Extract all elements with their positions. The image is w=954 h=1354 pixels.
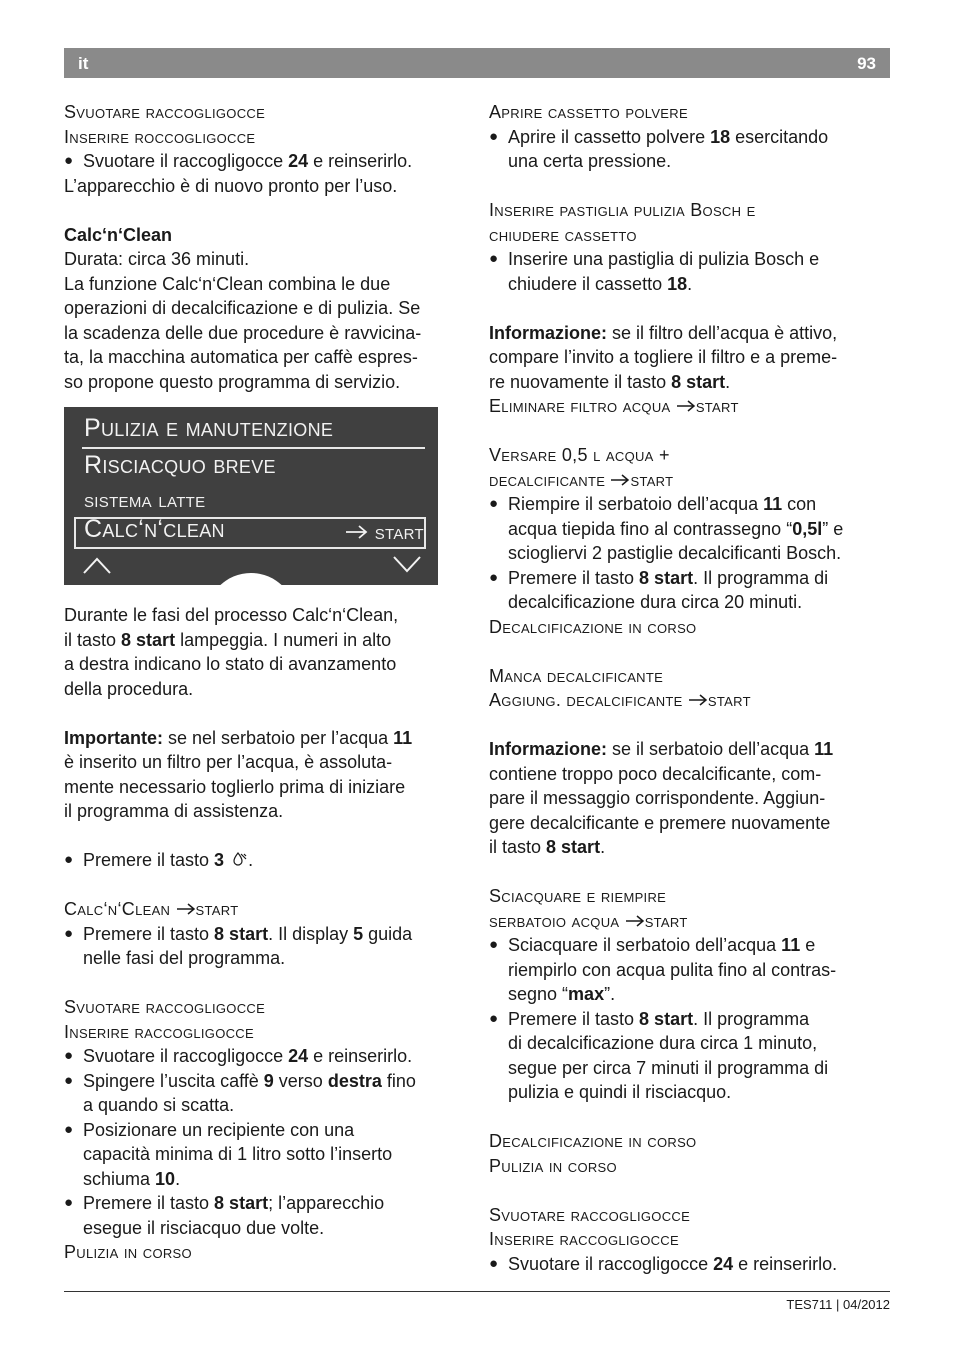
list-item: ● Svuotare il raccogligocce 24 e reinserirlo. (64, 149, 464, 174)
info-note: Informazione: se il filtro dell’acqua è attivo, (489, 322, 838, 343)
heading-svuotare: Svuotare raccogligocce (64, 997, 266, 1017)
paragraph-line: della procedura. (64, 678, 194, 699)
chevron-down-icon (392, 555, 422, 575)
arrow-right-icon (610, 473, 630, 487)
heading-inserire: Inserire raccogligocce (489, 1229, 679, 1249)
footer-model: TES711 | 04/2012 (786, 1297, 890, 1312)
paragraph: L’apparecchio è di nuovo pronto per l’uso. (64, 175, 398, 196)
heading-aggiung: Aggiung. decalcificante start (489, 690, 751, 710)
section-title-calc: Calc‘n‘Clean (64, 224, 173, 245)
paragraph-line: mente necessario toglierlo prima di iniziare (64, 776, 406, 797)
heading-aprire: Aprire cassetto polvere (489, 102, 688, 122)
heading-pulizia: Pulizia in corso (64, 1242, 192, 1262)
paragraph-line: operazioni di decalcificazione e di pulizia. Se (64, 298, 421, 318)
descale-drop-icon (232, 851, 248, 867)
footer-divider (64, 1291, 890, 1292)
heading-svuotare: Svuotare raccogligocce (64, 102, 266, 122)
info-note: Informazione: se il serbatoio dell’acqua 11 (489, 739, 834, 759)
list-item: ● Riempire il serbatoio dell’acqua 11 con acqua tiepida fino al contrassegno “0,5l” e sciogliervi 2 pastiglie decalcificanti Bosch. (489, 492, 889, 566)
paragraph-line: la scadenza delle due procedure è ravvicina- (64, 322, 422, 343)
machine-display (64, 407, 438, 585)
arrow-right-icon (345, 524, 369, 540)
heading-decalcificazione: Decalcificazione in corso (489, 616, 697, 637)
heading-eliminare-filtro: Eliminare filtro acqua start (489, 396, 739, 416)
paragraph-line: Durata: circa 36 minuti. (64, 249, 250, 269)
list-item: ● Aprire il cassetto polvere 18 esercitando una certa pressione. (489, 125, 889, 174)
arrow-right-icon (688, 693, 708, 707)
chevron-up-icon (82, 555, 112, 575)
list-item: ● Inserire una pastiglia di pulizia Bosch e chiudere il cassetto 18. (489, 247, 889, 296)
paragraph-line: re nuovamente il tasto 8 start. (489, 371, 731, 392)
display-line-1: Pulizia e manutenzione (84, 414, 334, 442)
list-item: ● Svuotare il raccogligocce 24 e reinserirlo. (64, 1044, 464, 1069)
arrow-right-icon (676, 399, 696, 413)
language-label: it (78, 54, 89, 73)
page-number: 93 (857, 54, 876, 73)
display-line-4: Calc‘n‘clean (84, 515, 225, 543)
paragraph-line: pare il messaggio corrispondente. Aggiun- (489, 788, 826, 808)
list-item: ● Premere il tasto 8 start. Il programma di decalcificazione dura circa 1 minuto, segue per circa 7 minuti il programma di pulizia e quindi il risciacquo. (489, 1007, 889, 1105)
heading-decalcificante: decalcificante start (489, 469, 674, 490)
heading-decalcificazione: Decalcificazione in corso (489, 1131, 697, 1151)
paragraph-line: compare l’invito a togliere il filtro e a preme- (489, 347, 838, 367)
list-item: ● Posizionare un recipiente con una capacità minima di 1 litro sotto l’inserto schiuma 10. (64, 1118, 464, 1192)
arrow-right-icon (176, 902, 196, 916)
heading-inserire: Inserire raccogligocce (64, 1021, 254, 1042)
paragraph-line: ta, la macchina automatica per caffè espres- (64, 347, 418, 367)
control-knob (206, 573, 296, 585)
left-column (64, 100, 464, 1265)
display-line-2: Risciacquo breve (84, 451, 276, 479)
list-item: ● Premere il tasto 3 . (64, 848, 464, 873)
list-item: ● Premere il tasto 8 start. Il display 5 guida nelle fasi del programma. (64, 922, 464, 971)
heading-svuotare: Svuotare raccogligocce (489, 1204, 691, 1225)
heading-chiudere: chiudere cassetto (489, 224, 637, 245)
paragraph-line: il programma di assistenza. (64, 801, 284, 821)
heading-inserire-pastiglia: Inserire pastiglia pulizia Bosch e (489, 200, 756, 220)
heading-manca: Manca decalcificante (489, 665, 664, 686)
right-column (489, 100, 889, 1276)
paragraph-line: contiene troppo poco decalcificante, com- (489, 763, 822, 784)
heading-calc-start: Calc‘n‘Clean start (64, 899, 239, 919)
heading-sciacquare: Sciacquare e riempire (489, 886, 667, 906)
paragraph-line: Durante le fasi del processo Calc‘n‘Clean, (64, 605, 399, 625)
heading-versare: Versare 0,5 l acqua + (489, 445, 670, 465)
list-item: ● Sciacquare il serbatoio dell’acqua 11 e riempirlo con acqua pulita fino al contras- segno “max”. (489, 933, 889, 1007)
important-note: Importante: se nel serbatoio per l’acqua 11 (64, 727, 413, 748)
paragraph-line: so propone questo programma di servizio. (64, 371, 401, 392)
arrow-right-icon (625, 914, 645, 928)
display-start: start (345, 521, 424, 546)
list-item: ● Spingere l’uscita caffè 9 verso destra fino a quando si scatta. (64, 1069, 464, 1118)
list-item: ● Premere il tasto 8 start; l’apparecchio esegue il risciacquo due volte. (64, 1191, 464, 1240)
paragraph-line: è inserito un filtro per l’acqua, è assoluta- (64, 752, 393, 772)
paragraph-line: a destra indicano lo stato di avanzamento (64, 654, 397, 674)
page-header (64, 48, 890, 78)
heading-pulizia: Pulizia in corso (489, 1155, 617, 1176)
heading-inserire: Inserire roccogligocce (64, 126, 256, 147)
list-item: ● Premere il tasto 8 start. Il programma di decalcificazione dura circa 20 minuti. (489, 566, 889, 615)
list-item: ● Svuotare il raccogligocce 24 e reinserirlo. (489, 1252, 889, 1277)
display-line-3: sistema latte (84, 487, 206, 512)
paragraph-line: il tasto 8 start. (489, 837, 606, 857)
display-separator (82, 447, 425, 449)
paragraph-line: gere decalcificante e premere nuovamente (489, 812, 831, 833)
paragraph-line: il tasto 8 start lampeggia. I numeri in alto (64, 629, 392, 650)
paragraph-line: La funzione Calc‘n‘Clean combina le due (64, 273, 391, 294)
heading-serbatoio: serbatoio acqua start (489, 910, 688, 931)
